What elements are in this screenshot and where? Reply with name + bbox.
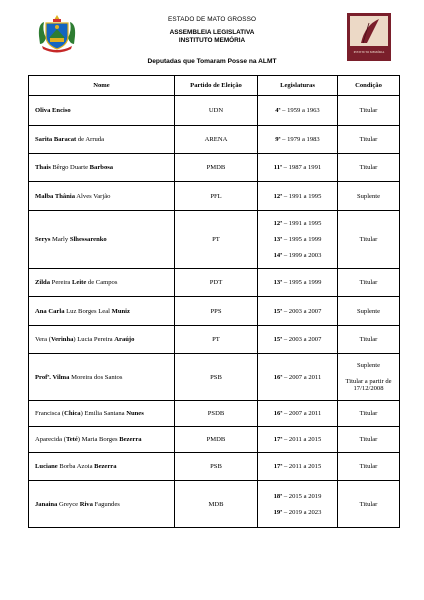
cell-party: PSB	[175, 354, 258, 401]
name-part: Sarita Baracat	[35, 136, 77, 143]
cell-party: ARENA	[175, 126, 258, 154]
name-part: Luciane	[35, 463, 58, 470]
legislature-entry	[258, 308, 337, 315]
cell-party: UDN	[175, 96, 258, 126]
name-part: Fagundes	[92, 500, 120, 508]
column-header-legislatures: Legislaturas	[258, 76, 338, 96]
condition-text: Titular	[359, 500, 378, 508]
name-part: Greyce	[57, 500, 80, 508]
cell-party: PSB	[175, 453, 258, 481]
cell-party: PMDB	[175, 154, 258, 182]
name-part: Ana Carla	[35, 307, 65, 315]
condition-text: Titular	[359, 279, 378, 286]
cell-name	[29, 326, 175, 354]
cell-condition	[338, 481, 400, 528]
table-row	[29, 96, 400, 126]
header-state: ESTADO DE MATO GROSSO	[167, 16, 257, 23]
cell-condition	[338, 269, 400, 297]
legislature-entry	[258, 107, 337, 114]
legislature-ordinal: 18ª	[273, 492, 283, 500]
legislature-ordinal: 9ª	[275, 136, 281, 143]
condition-text: Titular a partir de 17/12/2008	[345, 378, 392, 392]
header-assembly: ASSEMBLEIA LEGISLATIVA	[169, 29, 255, 36]
cell-legislatures	[258, 427, 338, 453]
legislature-period: – 1987 a 1991	[282, 164, 322, 171]
legislature-entry	[258, 136, 337, 143]
cell-legislatures	[258, 297, 338, 326]
table-row	[29, 211, 400, 269]
cell-legislatures	[258, 481, 338, 528]
name-part: Thais	[35, 164, 51, 171]
name-part: Luz Borges Leal	[64, 307, 112, 315]
legislature-ordinal: 17ª	[273, 436, 283, 443]
cell-condition	[338, 211, 400, 269]
cell-condition	[338, 126, 400, 154]
legislature-ordinal: 19ª	[273, 508, 283, 516]
cell-name	[29, 96, 175, 126]
condition-text: Suplente	[356, 307, 381, 315]
name-part: Malba Thânia	[35, 192, 76, 200]
cell-condition	[338, 154, 400, 182]
legislature-ordinal: 12ª	[273, 192, 283, 200]
cell-condition	[338, 96, 400, 126]
name-part: Francisca (	[35, 410, 65, 417]
name-part: Bêrgo Duarte	[50, 164, 90, 171]
legislature-entry	[258, 463, 337, 470]
cell-name	[29, 211, 175, 269]
badge-label: INSTITUTO MEMÓRIA	[353, 50, 385, 54]
legislature-ordinal: 14ª	[273, 252, 283, 259]
name-part: ) Lucia Pereira	[73, 336, 115, 343]
name-part: Nunes	[126, 410, 144, 417]
legislature-entry	[258, 193, 337, 200]
name-part: Bezerra	[119, 436, 142, 443]
condition-text: Suplente	[356, 192, 381, 200]
name-part: Riva	[79, 500, 93, 508]
legislature-entry	[258, 509, 337, 516]
cell-name	[29, 481, 175, 528]
name-part: Verinha	[50, 336, 74, 343]
cell-party: MDB	[175, 481, 258, 528]
name-part: Janaina	[35, 500, 58, 508]
cell-name	[29, 453, 175, 481]
legislature-entry	[258, 252, 337, 259]
legislature-period: – 1999 a 2003	[282, 252, 322, 259]
name-part: Araújo	[114, 336, 135, 343]
table-header-row	[29, 76, 400, 96]
legislature-entry	[258, 164, 337, 171]
cell-condition	[338, 427, 400, 453]
legislature-ordinal: 15ª	[273, 307, 283, 315]
cell-condition	[338, 453, 400, 481]
legislature-entry	[258, 493, 337, 500]
name-part: Slhessarenko	[69, 236, 107, 243]
name-part: ) Maria Borges	[77, 436, 120, 443]
legislature-ordinal: 17ª	[273, 463, 283, 470]
condition-text: Titular	[359, 236, 378, 243]
cell-name	[29, 401, 175, 427]
legislature-ordinal: 12ª	[273, 220, 283, 227]
name-part: Leite	[72, 279, 87, 286]
legislature-period: – 2003 a 2007	[282, 336, 322, 343]
cell-legislatures	[258, 182, 338, 211]
cell-party: PFL	[175, 182, 258, 211]
cell-legislatures	[258, 453, 338, 481]
name-part: Marly	[50, 236, 70, 243]
name-part: Teté	[65, 436, 78, 443]
legislature-period: – 2011 a 2015	[282, 436, 322, 443]
cell-legislatures	[258, 96, 338, 126]
cell-legislatures	[258, 154, 338, 182]
cell-name	[29, 354, 175, 401]
name-part: Serys	[35, 236, 51, 243]
legislature-ordinal: 16ª	[273, 410, 283, 417]
table-row	[29, 453, 400, 481]
cell-legislatures	[258, 354, 338, 401]
instituto-memoria-logo	[347, 13, 391, 61]
legislature-entry	[258, 374, 337, 381]
column-header-party: Partido de Eleição	[175, 76, 258, 96]
legislature-period: – 2007 a 2011	[282, 373, 322, 381]
cell-name	[29, 427, 175, 453]
legislature-entry	[258, 436, 337, 443]
legislature-ordinal: 4ª	[275, 107, 281, 114]
condition-text: Titular	[359, 136, 378, 143]
condition-text: Suplente	[356, 362, 381, 369]
name-part: Chica	[64, 410, 81, 417]
cell-legislatures	[258, 401, 338, 427]
cell-party: PT	[175, 211, 258, 269]
condition-text: Titular	[359, 107, 378, 114]
name-part: Profª. Vilma	[35, 373, 70, 381]
name-part: de Campos	[86, 279, 118, 286]
table-row	[29, 154, 400, 182]
legislature-period: – 2003 a 2007	[282, 307, 322, 315]
legislature-period: – 2015 a 2019	[282, 492, 322, 500]
cell-legislatures	[258, 211, 338, 269]
coat-of-arms-icon	[36, 14, 78, 54]
cell-name	[29, 269, 175, 297]
cell-condition	[338, 297, 400, 326]
name-part: Bezerra	[94, 463, 117, 470]
legislature-ordinal: 13ª	[273, 236, 283, 243]
table-row	[29, 297, 400, 326]
name-part: Vera (	[35, 336, 51, 343]
header-institute: INSTITUTO MEMÓRIA	[178, 37, 246, 44]
name-part: de Arruda	[76, 136, 105, 143]
legislature-period: – 1991 a 1995	[282, 192, 322, 200]
table-row	[29, 401, 400, 427]
condition-text: Titular	[359, 164, 378, 171]
table-row	[29, 354, 400, 401]
legislature-entry	[258, 336, 337, 343]
table-row	[29, 126, 400, 154]
cell-legislatures	[258, 126, 338, 154]
deputadas-table-container	[28, 75, 399, 528]
legislature-period: – 2011 a 2015	[282, 463, 322, 470]
name-part: Barbosa	[89, 164, 114, 171]
condition-text: Titular	[359, 336, 378, 343]
condition-text: Titular	[359, 410, 378, 417]
name-part: Zilda	[35, 279, 51, 286]
column-header-condition: Condição	[338, 76, 400, 96]
table-row	[29, 427, 400, 453]
cell-party: PT	[175, 326, 258, 354]
cell-party: PMDB	[175, 427, 258, 453]
table-row	[29, 182, 400, 211]
legislature-ordinal: 16ª	[273, 373, 283, 381]
document-header	[0, 0, 424, 75]
legislature-entry	[258, 410, 337, 417]
condition-text: Titular	[359, 436, 378, 443]
legislature-period: – 1991 a 1995	[282, 220, 322, 227]
cell-condition	[338, 182, 400, 211]
name-part: Muniz	[111, 307, 130, 315]
table-row	[29, 481, 400, 528]
cell-legislatures	[258, 326, 338, 354]
condition-text: Titular	[359, 463, 378, 470]
legislature-ordinal: 13ª	[273, 279, 283, 286]
legislature-period: – 1959 a 1963	[280, 107, 320, 114]
name-part: Aparecida (	[35, 436, 66, 443]
legislature-entry	[258, 279, 337, 286]
cell-name	[29, 126, 175, 154]
cell-party: PDT	[175, 269, 258, 297]
cell-party: PPS	[175, 297, 258, 326]
legislature-period: – 1995 a 1999	[282, 236, 322, 243]
cell-condition	[338, 354, 400, 401]
name-part: ) Emilia Santana	[80, 410, 127, 417]
cell-legislatures	[258, 269, 338, 297]
cell-name	[29, 154, 175, 182]
name-part: Pereira	[50, 279, 72, 286]
name-part: Oliva Enciso	[35, 107, 71, 114]
legislature-entry	[258, 236, 337, 243]
document-title: Deputadas que Tomaram Posse na ALMT	[147, 58, 277, 65]
table-row	[29, 326, 400, 354]
legislature-period: – 1979 a 1983	[280, 136, 320, 143]
name-part: Moreira dos Santos	[69, 373, 123, 381]
cell-condition	[338, 326, 400, 354]
table-row	[29, 269, 400, 297]
legislature-period: – 2019 a 2023	[282, 508, 322, 516]
cell-name	[29, 182, 175, 211]
legislature-period: – 1995 a 1999	[282, 279, 322, 286]
cell-name	[29, 297, 175, 326]
cell-condition	[338, 401, 400, 427]
column-header-name: Nome	[29, 76, 175, 96]
name-part: Borba Azoia	[57, 463, 95, 470]
legislature-period: – 2007 a 2011	[282, 410, 322, 417]
cell-party: PSDB	[175, 401, 258, 427]
legislature-entry	[258, 220, 337, 227]
legislature-ordinal: 11ª	[273, 164, 282, 171]
deputadas-table	[28, 75, 400, 528]
legislature-ordinal: 15ª	[273, 336, 283, 343]
name-part: Alves Varjão	[75, 192, 111, 200]
